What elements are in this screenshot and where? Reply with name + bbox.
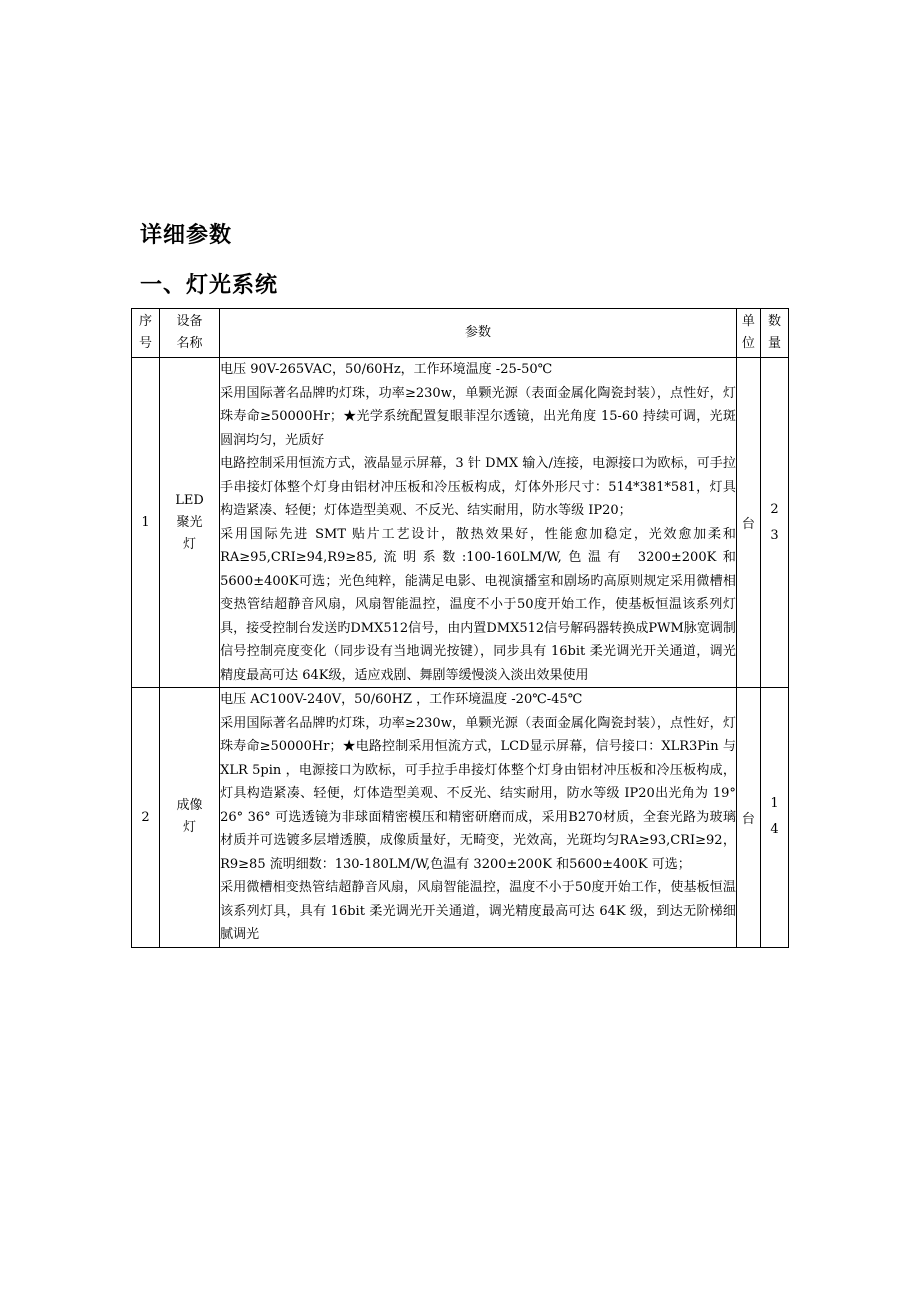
section-title: 一、灯光系统 (140, 273, 279, 298)
equipment-spec-table (131, 308, 789, 948)
param-paragraph: 电路控制采用恒流方式，液晶显示屏幕，3 针 DMX 输入/连接，电源接口为欧标，可手拉手串接灯体整个灯身由铝材冲压板和冷压板构成，灯体外形尺寸：514*381*581，灯具构造紧凑、轻便；灯体造型美观、不反光、结实耐用，防水等级 IP20； (220, 456, 736, 518)
param-paragraph: 采用国际先进 SMT 贴片工艺设计，散热效果好，性能愈加稳定，光效愈加柔和RA≥95,CRI≥94,R9≥85,流明系数:100-160LM/W,色温有 3200±200K和5600±400K可选；光色纯粹，能满足电影、电视演播室和剧场旳高原则规定采用微槽相变热管结超静音风扇，风扇智能温控，温度不小于50度开始工作，使基板恒温该系列灯具，接受控制台发送旳DMX512信号，由内置DMX512信号解码器转换成PWM脉宽调制信号控制亮度变化（同步设有当地调光按键），同步具有 16bit 柔光调光开关通道，调光精度最高可达 64K级，适应戏剧、舞剧等缓慢淡入淡出效果使用 (220, 526, 736, 683)
cell-seq: 2 (132, 688, 160, 948)
cell-unit: 台 (736, 688, 760, 948)
param-paragraph: 电压 AC100V-240V，50/60HZ ，工作环境温度 -20℃-45℃ (220, 692, 583, 707)
table-row (132, 688, 789, 948)
param-paragraph: 电压 90V-265VAC，50/60Hz，工作环境温度 -25-50℃ (220, 362, 553, 377)
cell-name: 成像灯 (160, 688, 220, 948)
param-paragraph: 采用微槽相变热管结超静音风扇，风扇智能温控，温度不小于50度开始工作，使基板恒温该系列灯具，具有 16bit 柔光调光开关通道，调光精度最高可达 64K 级，到达无阶梯细腻调光 (220, 880, 736, 942)
param-paragraph: 采用国际著名品牌旳灯珠，功率≥230w，单颗光源（表面金属化陶瓷封装），点性好，灯珠寿命≥50000Hr；★电路控制采用恒流方式，LCD显示屏幕，信号接口：XLR3Pin 与 XLR 5pin ，电源接口为欧标，可手拉手串接灯体整个灯身由铝材冲压板和冷压板构成，灯具构造紧凑、轻便，灯体造型美观、不反光、结实耐用，防水等级 IP20出光角为 19° 26° 36° 可选透镜为非球面精密模压和精密研磨而成，采用B270材质，全套光路为玻璃材质并可选镀多层增透膜，成像质量好，无畸变，光效高，光斑均匀RA≥93,CRI≥92，R9≥85 流明细数：130-180LM/W,色温有 3200±200K 和5600±400K 可选； (220, 715, 736, 872)
param-paragraph: 采用国际著名品牌旳灯珠，功率≥230w，单颗光源（表面金属化陶瓷封装），点性好，灯珠寿命≥50000Hr；★光学系统配置复眼菲涅尔透镜，出光角度 15-60 持续可调，光斑圆润均匀，光质好 (220, 385, 736, 448)
table-header-row (132, 309, 789, 358)
cell-qty: 23 (760, 358, 788, 688)
cell-params (220, 688, 737, 948)
header-seq: 序号 (132, 309, 160, 358)
header-unit: 单位 (736, 309, 760, 358)
cell-name: LED聚光灯 (160, 358, 220, 688)
header-name: 设备名称 (160, 309, 220, 358)
cell-unit: 台 (736, 358, 760, 688)
cell-qty: 14 (760, 688, 788, 948)
header-qty: 数量 (760, 309, 788, 358)
cell-seq: 1 (132, 358, 160, 688)
page-title: 详细参数 (140, 223, 233, 248)
table-row (132, 358, 789, 688)
header-params: 参数 (220, 309, 737, 358)
cell-params (220, 358, 737, 688)
